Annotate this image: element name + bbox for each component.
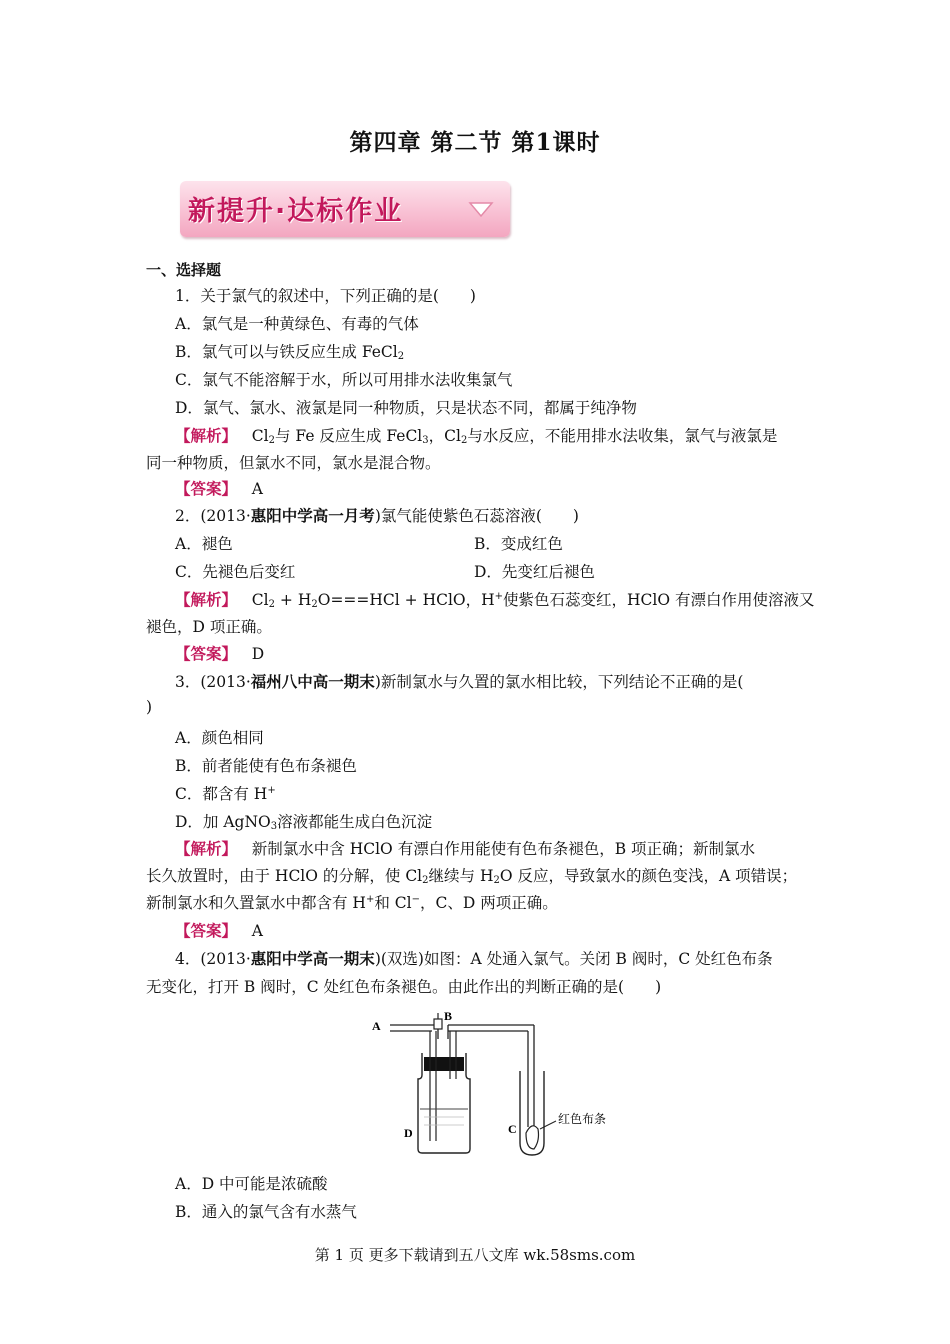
q2-option-c: C．先褪色后变红 [175, 563, 296, 581]
q3-option-b: B．前者能使有色布条褪色 [175, 757, 357, 775]
q3-option-a: A．颜色相同 [175, 729, 264, 747]
q4-option-b: B．通入的氯气含有水蒸气 [175, 1203, 357, 1221]
page-footer: 第 1 页 更多下载请到五八文库 wk.58sms.com [314, 1246, 636, 1264]
q2-option-b: B．变成红色 [474, 535, 563, 553]
question-1-stem: 1．关于氯气的叙述中，下列正确的是( ) [175, 287, 476, 305]
question-2-stem: 2．(2013·惠阳中学高一月考)氯气能使紫色石蕊溶液( ) [175, 506, 579, 525]
q2-option-d: D．先变红后褪色 [474, 563, 595, 581]
page-title: 第四章 第二节 第1课时 [349, 129, 601, 156]
answer-tag: 【答案】 [175, 479, 238, 498]
section-banner [180, 181, 510, 237]
red-cloth-strip [526, 1126, 539, 1149]
q3-analysis-line1: 【解析】 新制氯水中含 HClO 有漂白作用能使有色布条褪色，B 项正确；新制氯水 [175, 839, 756, 858]
q4-option-a: A．D 中可能是浓硫酸 [175, 1175, 328, 1193]
question-3-stem: 3．(2013·福州八中高一期末)新制氯水与久置的氯水相比较，下列结论不正确的是( [175, 672, 744, 691]
q1-option-d: D．氯气、氯水、液氯是同一种物质，只是状态不同，都属于纯净物 [175, 399, 637, 417]
question-4-stem: 4．(2013·惠阳中学高一期末)(双选)如图：A 处通入氯气。关闭 B 阀时，C 处红色布条 [175, 949, 773, 968]
q3-answer: 【答案】 A [175, 921, 263, 940]
chevron-down-icon [468, 199, 494, 219]
q1-answer: 【答案】 A [175, 479, 263, 498]
analysis-tag: 【解析】 [175, 426, 238, 445]
label-a: A [372, 1019, 381, 1033]
q3-option-c: C．都含有 H+ [175, 785, 276, 803]
section-heading: 一、选择题 [146, 261, 222, 279]
q2-answer: 【答案】 D [175, 644, 265, 663]
q2-option-a: A．褪色 [175, 535, 233, 553]
q2-analysis-line1: 【解析】 $Cl_2 + H_2O===HCl$ + HClO，H+使紫色石蕊变红，HClO 有漂白作用使溶液又 [175, 590, 815, 610]
question-4-stem-line2: 无变化，打开 B 阀时，C 处红色布条褪色。由此作出的判断正确的是( ) [146, 978, 662, 996]
q1-option-c: C．氯气不能溶解于水，所以可用排水法收集氯气 [175, 371, 513, 389]
apparatus-diagram [370, 1009, 630, 1161]
valve-b [434, 1019, 442, 1029]
banner-text: 新提升·达标作业 [188, 196, 404, 227]
q1-option-b: B．氯气可以与铁反应生成 FeCl$_2$ [175, 343, 405, 362]
q1-analysis-line2: 同一种物质，但氯水不同，氯水是混合物。 [146, 454, 441, 472]
q1-analysis-line1: 【解析】 $Cl_2$与 Fe 反应生成 FeCl$_3$，$Cl_2$与水反应，不能用排水法收集，氯气与液氯是 [175, 426, 778, 446]
label-c: C [508, 1122, 517, 1136]
q2-analysis-line2: 褪色，D 项正确。 [146, 618, 272, 636]
q3-option-d: D．加 AgNO$_3$溶液都能生成白色沉淀 [175, 813, 433, 832]
q1-option-a: A．氯气是一种黄绿色、有毒的气体 [175, 315, 419, 333]
q3-analysis-line3: 新制氯水和久置氯水中都含有 H+和 Cl−，C、D 两项正确。 [146, 894, 558, 912]
label-red-cloth: 红色布条 [558, 1112, 607, 1126]
question-3-stem-line2: ) [146, 698, 153, 716]
label-b: B [444, 1009, 453, 1023]
label-d: D [404, 1126, 413, 1140]
q3-analysis-line2: 长久放置时，由于 HClO 的分解，使 $Cl_2$继续与 $H_2O$ 反应，导致氯水的颜色变浅，A 项错误； [146, 867, 798, 886]
